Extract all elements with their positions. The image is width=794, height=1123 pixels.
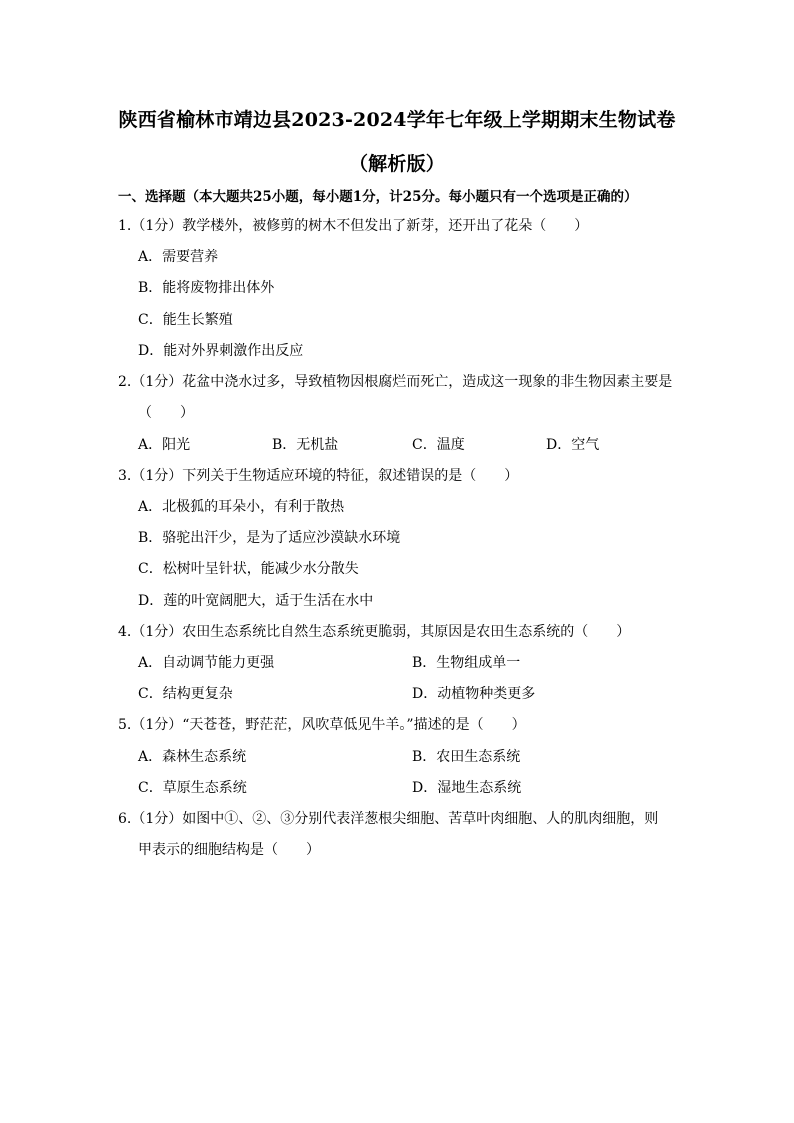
question-2-option-d: D．空气 <box>546 437 600 453</box>
question-3-option-a: A．北极狐的耳朵小，有利于散热 <box>138 499 345 515</box>
question-4-option-d: D．动植物种类更多 <box>412 686 536 702</box>
question-5-option-d: D．湿地生态系统 <box>412 780 522 796</box>
question-1-option-a: A．需要营养 <box>138 249 219 265</box>
question-5-option-c: C．草原生态系统 <box>138 780 247 796</box>
question-2-option-a: A．阳光 <box>138 437 191 453</box>
question-4-option-c: C．结构更复杂 <box>138 686 233 702</box>
question-3-option-b: B．骆驼出汗少，是为了适应沙漠缺水环境 <box>138 530 401 546</box>
document-title: 陕西省榆林市靖边县2023-2024学年七年级上学期期末生物试卷 <box>118 109 676 131</box>
question-3-stem: 3.（1分）下列关于生物适应环境的特征，叙述错误的是（ ） <box>118 468 519 484</box>
question-1-option-b: B．能将废物排出体外 <box>138 280 275 296</box>
document-subtitle: （解析版） <box>348 153 445 175</box>
question-4-option-a: A．自动调节能力更强 <box>138 655 275 671</box>
question-3-option-c: C．松树叶呈针状，能减少水分散失 <box>138 561 359 577</box>
question-1-option-c: C．能生长繁殖 <box>138 312 233 328</box>
question-3-option-d: D．莲的叶宽阔肥大，适于生活在水中 <box>138 593 374 609</box>
question-4-stem: 4.（1分）农田生态系统比自然生态系统更脆弱，其原因是农田生态系统的（ ） <box>118 624 631 640</box>
question-2-stem-continued: （ ） <box>138 405 194 421</box>
question-2-option-b: B．无机盐 <box>272 437 339 453</box>
question-5-option-a: A．森林生态系统 <box>138 749 247 765</box>
question-5-stem: 5.（1分）“天苍苍，野茫茫，风吹草低见牛羊。”描述的是（ ） <box>118 717 526 733</box>
question-1-option-d: D．能对外界刺激作出反应 <box>138 343 304 359</box>
question-4-option-b: B．生物组成单一 <box>412 655 521 671</box>
question-1-stem: 1.（1分）教学楼外，被修剪的树木不但发出了新芽，还开出了花朵（ ） <box>118 218 589 234</box>
question-2-option-c: C．温度 <box>412 437 465 453</box>
question-5-option-b: B．农田生态系统 <box>412 749 521 765</box>
question-6-stem: 6.（1分）如图中①、②、③分别代表洋葱根尖细胞、苦草叶肉细胞、人的肌肉细胞，则 <box>118 811 659 827</box>
section-header: 一、选择题（本大题共25小题，每小题1分，计25分。每小题只有一个选项是正确的） <box>118 189 638 205</box>
question-2-stem: 2.（1分）花盆中浇水过多，导致植物因根腐烂而死亡，造成这一现象的非生物因素主要是 <box>118 374 673 390</box>
question-6-stem-continued: 甲表示的细胞结构是（ ） <box>138 842 320 858</box>
